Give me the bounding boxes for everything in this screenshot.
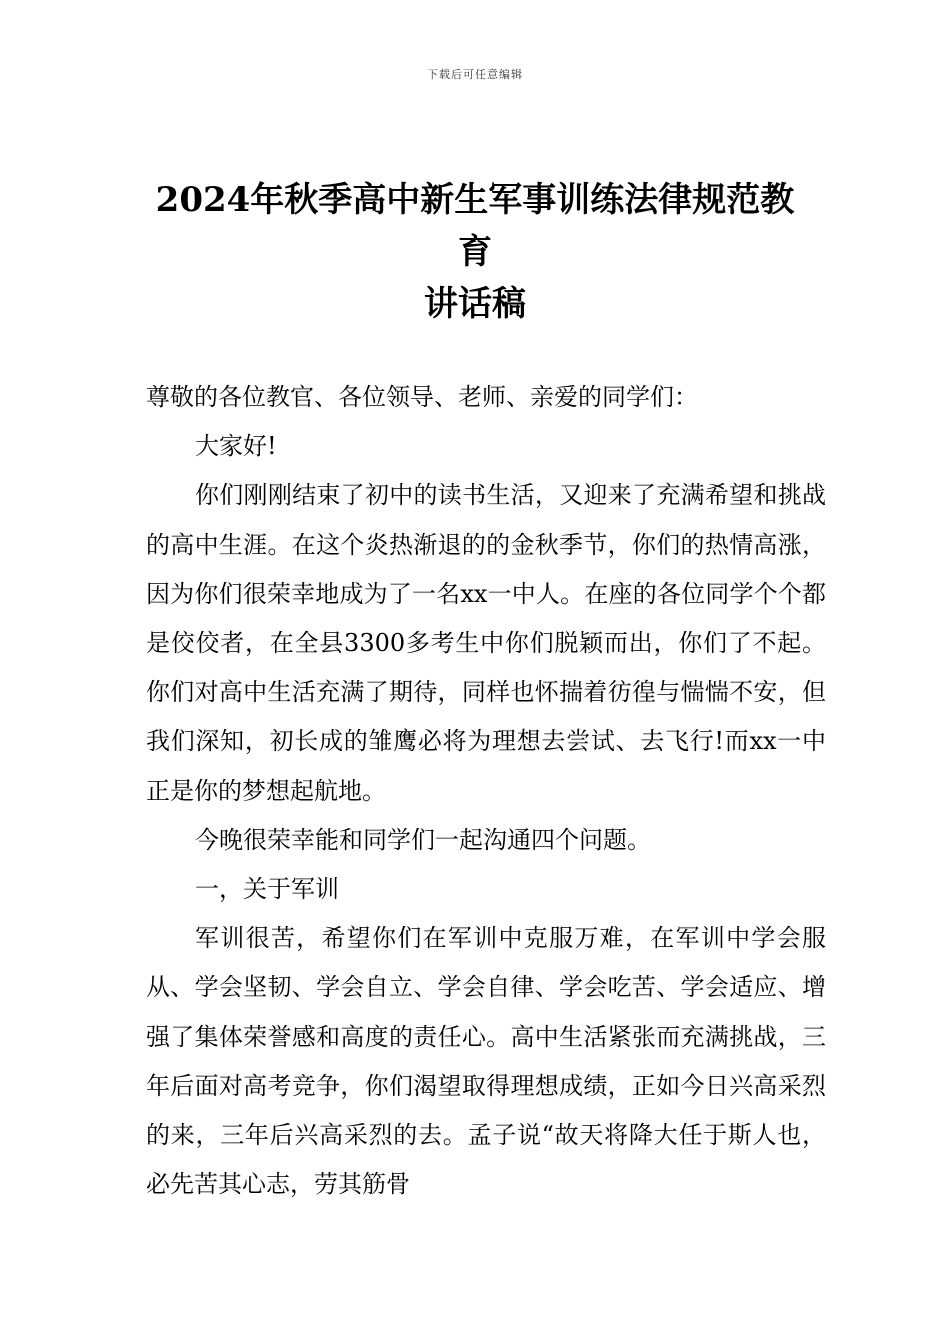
title-line-1: 2024年秋季高中新生军事训练法律规范教: [155, 180, 795, 220]
section-heading: 一，关于军训: [195, 875, 339, 904]
paragraph: 今晚很荣幸能和同学们一起沟通四个问题。: [195, 825, 651, 854]
document-title: [120, 174, 830, 330]
paragraph: 军训很苦，希望你们在军训中克服万难，在军训中学会服从、学会坚韧、学会自立、学会自律、学会吃苦、学会适应、增强了集体荣誉感和高度的责任心。高中生活紧张而充满挑战，三年后面对高考竞争，你们渴望取得理想成绩，正如今日兴高采烈的来，三年后兴高采烈的去。孟子说“故天将降大任于斯人也，必先苦其心志，劳其筋骨: [146, 924, 826, 1199]
document-body: [146, 373, 826, 1209]
greeting: 大家好!: [195, 432, 277, 461]
salutation: 尊敬的各位教官、各位领导、老师、亲爱的同学们：: [146, 383, 698, 411]
paragraph: 你们刚刚结束了初中的读书生活，又迎来了充满希望和挑战的高中生涯。在这个炎热渐退的的金秋季节，你们的热情高涨，因为你们很荣幸地成为了一名xx一中人。在座的各位同学个个都是佼佼者，在全县3300多考生中你们脱颖而出，你们了不起。你们对高中生活充满了期待，同样也怀揣着彷徨与惴惴不安，但我们深知，初长成的雏鹰必将为理想去尝试、去飞行!而xx一中正是你的梦想起航地。: [146, 481, 826, 805]
title-line-2: 育: [458, 232, 492, 272]
title-line-3: 讲话稿: [424, 284, 526, 324]
header-note: 下载后可任意编辑: [427, 68, 523, 81]
